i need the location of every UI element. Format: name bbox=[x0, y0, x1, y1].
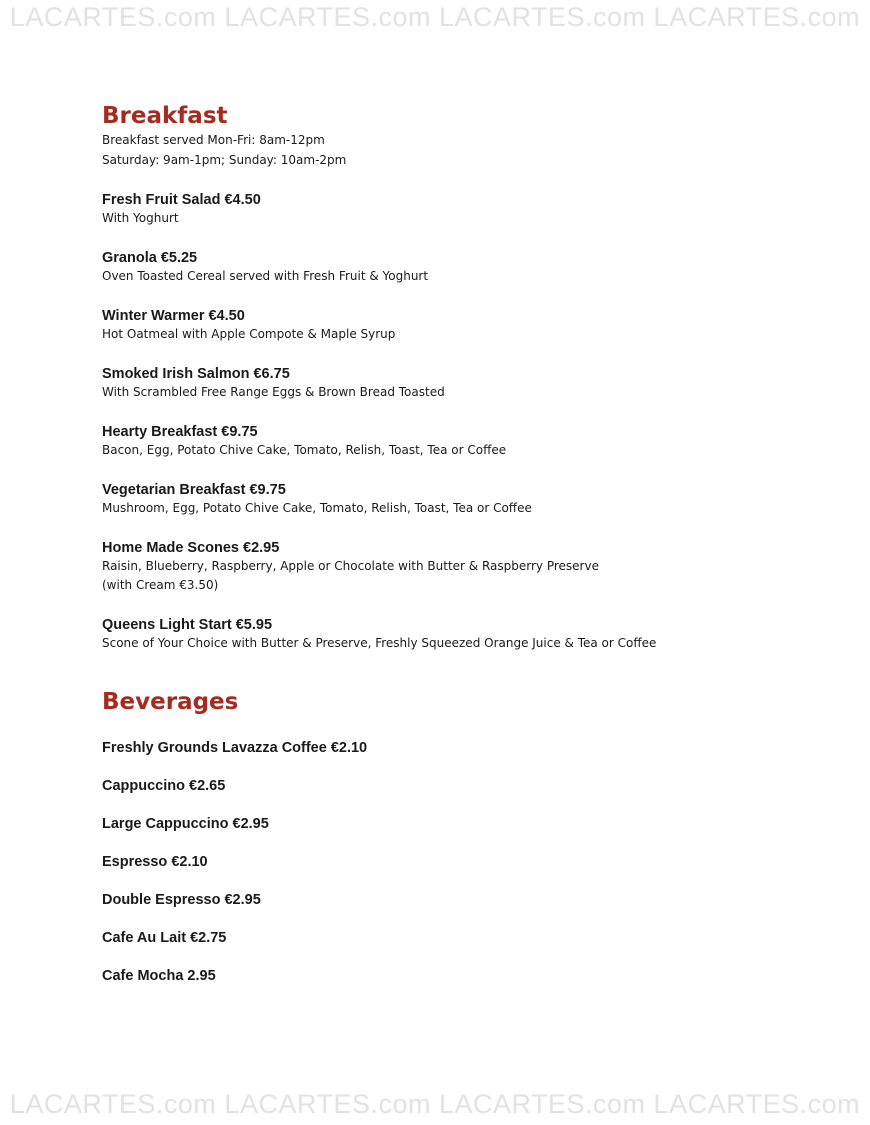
breakfast-hours-weekday: Breakfast served Mon-Fri: 8am-12pm bbox=[102, 133, 325, 147]
item-description: With Yoghurt bbox=[102, 211, 179, 225]
beverage-item: Double Espresso €2.95 bbox=[102, 892, 261, 908]
item-name: Granola €5.25 bbox=[102, 250, 198, 266]
beverage-item: Freshly Grounds Lavazza Coffee €2.10 bbox=[102, 740, 368, 756]
breakfast-hours bbox=[102, 130, 346, 170]
item-name: Vegetarian Breakfast €9.75 bbox=[102, 482, 286, 498]
menu-item-vegetarian-breakfast bbox=[102, 481, 532, 518]
item-description: Mushroom, Egg, Potato Chive Cake, Tomato, Relish, Toast, Tea or Coffee bbox=[102, 501, 532, 515]
item-description: Scone of Your Choice with Butter & Preserve, Freshly Squeezed Orange Juice & Tea or Coffee bbox=[102, 636, 657, 650]
beverage-item: Espresso €2.10 bbox=[102, 854, 208, 870]
menu-item-hearty-breakfast bbox=[102, 423, 506, 460]
item-name: Home Made Scones €2.95 bbox=[102, 540, 280, 556]
item-description: Oven Toasted Cereal served with Fresh Fruit & Yoghurt bbox=[102, 269, 429, 283]
menu-item-winter-warmer bbox=[102, 307, 395, 344]
watermark-bottom: LACARTES.com LACARTES.com LACARTES.com LACARTES.com bbox=[9, 1089, 861, 1119]
item-description: Bacon, Egg, Potato Chive Cake, Tomato, Relish, Toast, Tea or Coffee bbox=[102, 443, 507, 457]
watermark-top: LACARTES.com LACARTES.com LACARTES.com LACARTES.com bbox=[9, 2, 861, 32]
beverage-item: Cafe Mocha 2.95 bbox=[102, 968, 216, 984]
beverage-item: Large Cappuccino €2.95 bbox=[102, 816, 269, 832]
item-description-extra: (with Cream €3.50) bbox=[102, 578, 219, 592]
item-description: Raisin, Blueberry, Raspberry, Apple or Chocolate with Butter & Raspberry Preserve bbox=[102, 559, 599, 573]
menu-item-smoked-irish-salmon bbox=[102, 365, 445, 402]
menu-item-fresh-fruit-salad bbox=[102, 191, 261, 228]
item-name: Hearty Breakfast €9.75 bbox=[102, 424, 258, 440]
menu-item-granola bbox=[102, 249, 428, 286]
item-description: Hot Oatmeal with Apple Compote & Maple Syrup bbox=[102, 327, 396, 341]
breakfast-hours-weekend: Saturday: 9am-1pm; Sunday: 10am-2pm bbox=[102, 153, 347, 167]
menu-item-queens-light-start bbox=[102, 616, 656, 653]
beverages-section-title: Beverages bbox=[102, 689, 239, 715]
beverage-item: Cafe Au Lait €2.75 bbox=[102, 930, 227, 946]
item-name: Fresh Fruit Salad €4.50 bbox=[102, 192, 261, 208]
item-name: Winter Warmer €4.50 bbox=[102, 308, 245, 324]
menu-item-home-made-scones bbox=[102, 539, 599, 595]
breakfast-section-title: Breakfast bbox=[102, 103, 228, 129]
item-description: With Scrambled Free Range Eggs & Brown Bread Toasted bbox=[102, 385, 445, 399]
item-name: Queens Light Start €5.95 bbox=[102, 617, 273, 633]
item-name: Smoked Irish Salmon €6.75 bbox=[102, 366, 290, 382]
beverage-item: Cappuccino €2.65 bbox=[102, 778, 226, 794]
